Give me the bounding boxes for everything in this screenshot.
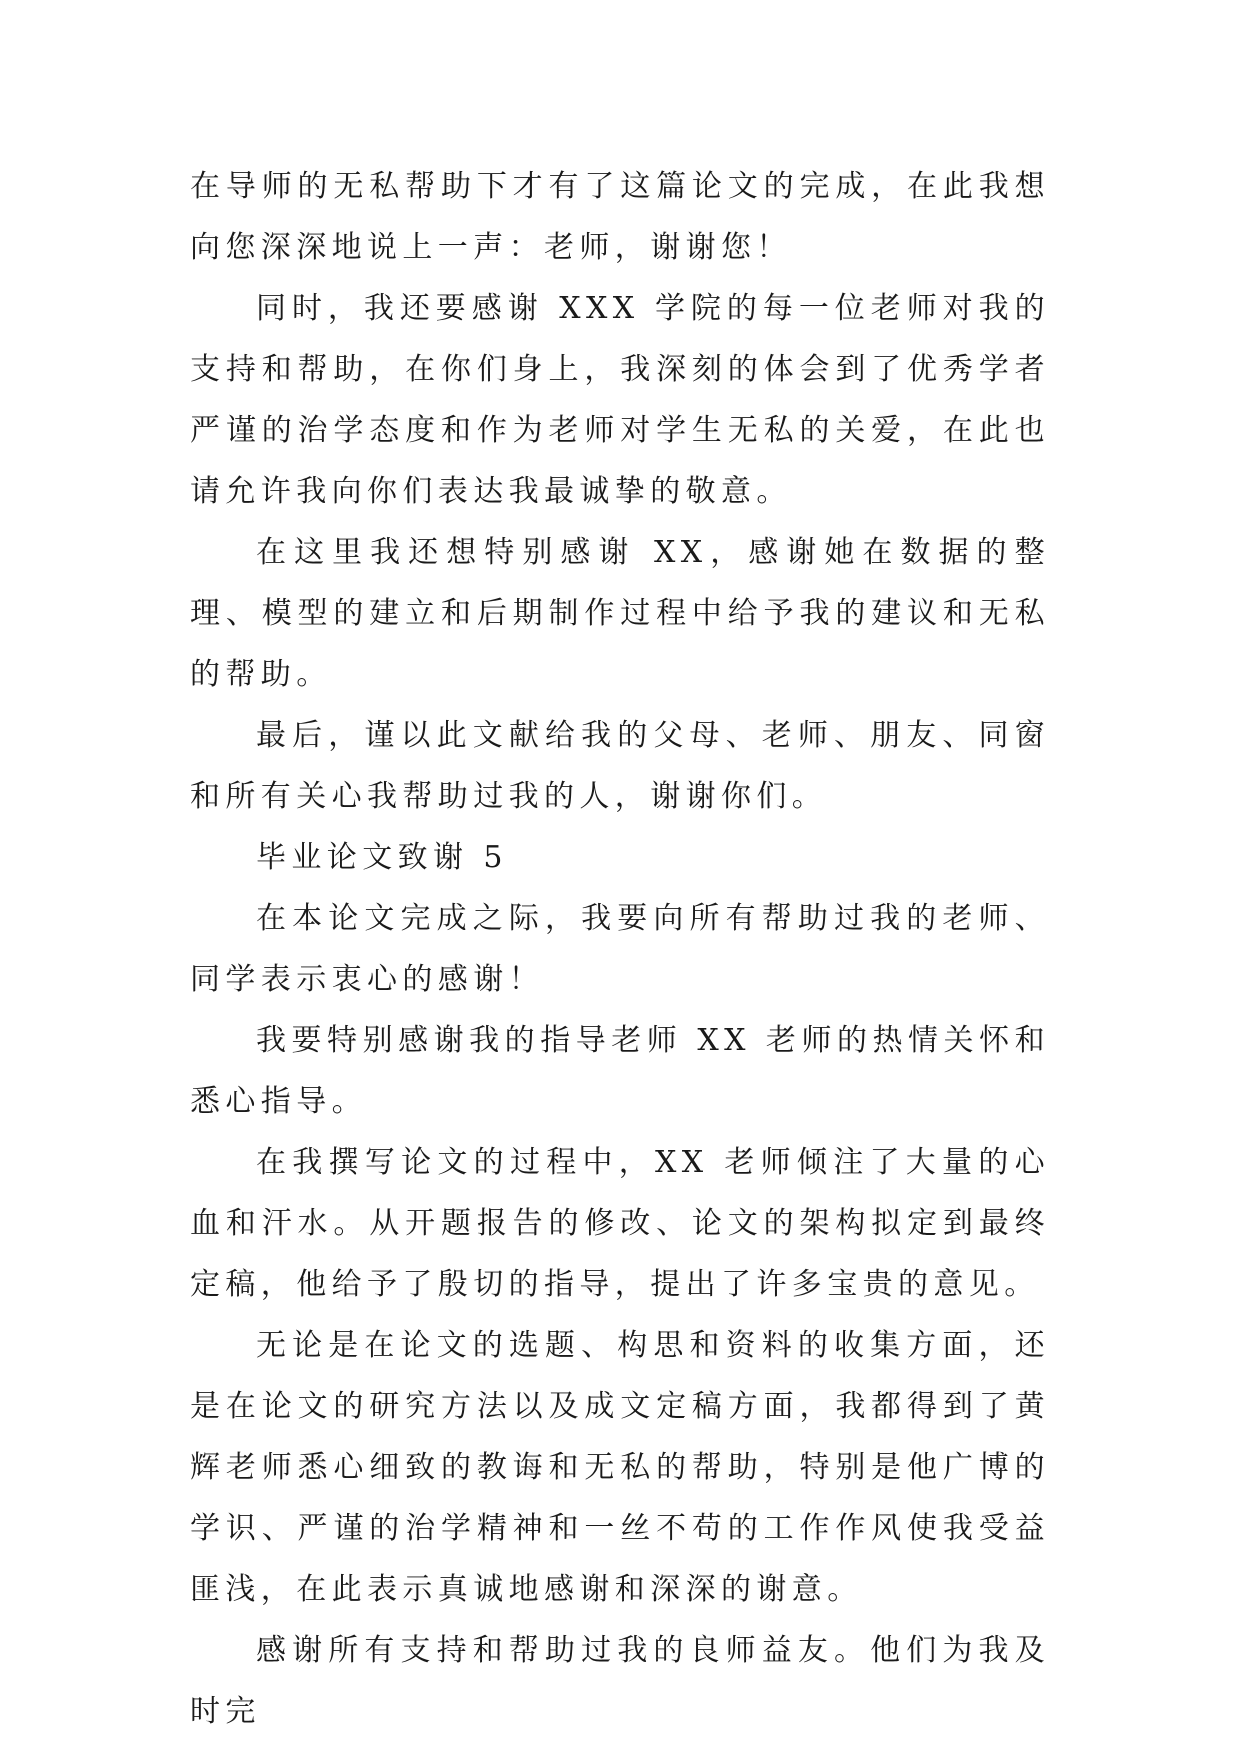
paragraph: 感谢所有支持和帮助过我的良师益友。他们为我及时完 <box>190 1633 1050 1729</box>
paragraph: 同时，我还要感谢 XXX 学院的每一位老师对我的支持和帮助，在你们身上，我深刻的体会到了优秀学者严谨的治学态度和作为老师对学生无私的关爱，在此也请允许我向你们表达我最诚挚的敬意。 <box>190 291 1050 509</box>
paragraph: 在这里我还想特别感谢 XX，感谢她在数据的整理、模型的建立和后期制作过程中给予我的建议和无私的帮助。 <box>190 535 1050 692</box>
paragraph: 最后，谨以此文献给我的父母、老师、朋友、同窗和所有关心我帮助过我的人，谢谢你们。 <box>190 718 1050 814</box>
paragraph: 在我撰写论文的过程中，XX 老师倾注了大量的心血和汗水。从开题报告的修改、论文的架构拟定到最终定稿，他给予了殷切的指导，提出了许多宝贵的意见。 <box>190 1145 1050 1302</box>
paragraph: 我要特别感谢我的指导老师 XX 老师的热情关怀和悉心指导。 <box>190 1023 1050 1119</box>
paragraph: 在本论文完成之际，我要向所有帮助过我的老师、同学表示衷心的感谢！ <box>190 901 1050 997</box>
document-body <box>190 156 1050 1742</box>
section-heading: 毕业论文致谢 5 <box>256 840 508 875</box>
paragraph: 无论是在论文的选题、构思和资料的收集方面，还是在论文的研究方法以及成文定稿方面，我都得到了黄辉老师悉心细致的教诲和无私的帮助，特别是他广博的学识、严谨的治学精神和一丝不苟的工作作风使我受益匪浅，在此表示真诚地感谢和深深的谢意。 <box>190 1328 1050 1607</box>
paragraph: 在导师的无私帮助下才有了这篇论文的完成，在此我想向您深深地说上一声：老师，谢谢您！ <box>190 169 1050 265</box>
